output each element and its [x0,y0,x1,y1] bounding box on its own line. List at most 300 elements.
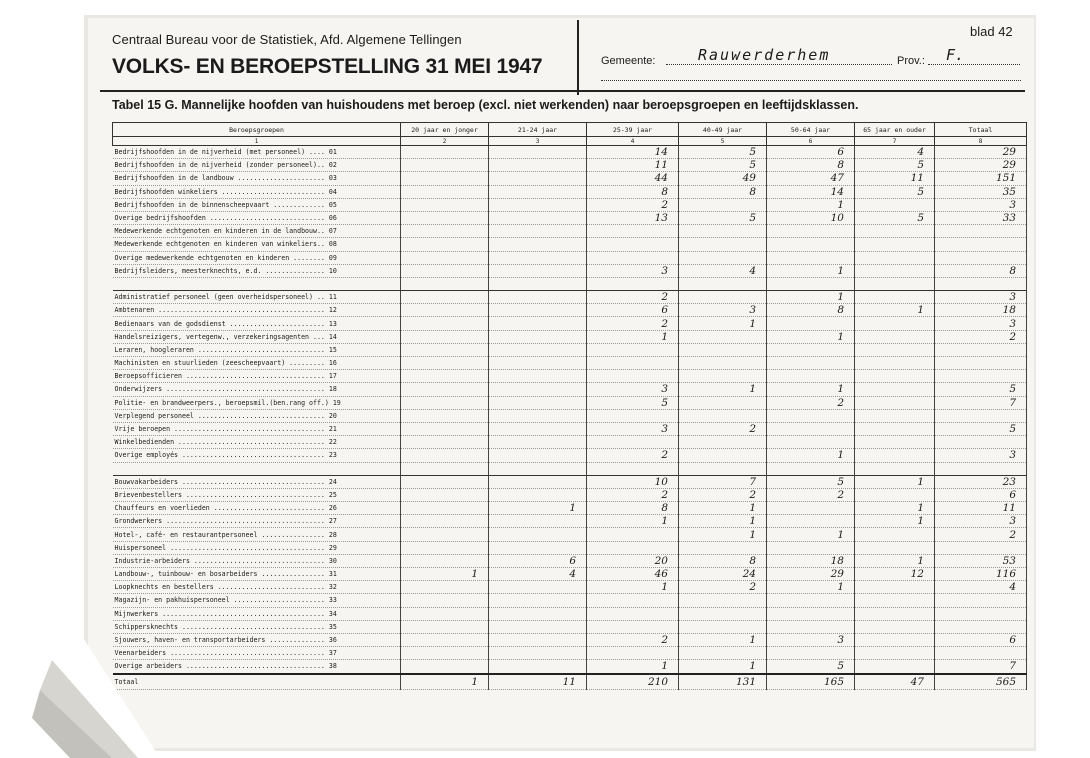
table-cell [489,304,587,317]
column-number: 7 [855,137,935,146]
table-cell [935,277,1027,290]
table-cell: 1 [679,502,767,515]
table-cell: 1 [767,581,855,594]
table-cell: 3 [935,515,1027,528]
table-cell: 13 [587,211,679,224]
table-cell: 2 [679,422,767,435]
table-cell [855,291,935,304]
row-label: Bedrijfshoofden in de binnenscheepvaart ............. 05 [113,198,401,211]
table-cell: 1 [587,330,679,343]
table-cell [489,238,587,251]
table-cell [489,581,587,594]
table-cell [855,449,935,462]
row-label: Mijnwerkers ......................................... 34 [113,607,401,620]
table-cell: 1 [679,317,767,330]
table-cell: 3 [679,304,767,317]
table-cell [489,449,587,462]
table-cell [679,396,767,409]
table-row [113,146,1027,159]
table-cell [767,251,855,264]
row-label: Overige bedrijfshoofden ............................. 06 [113,211,401,224]
column-header: Totaal [935,123,1027,137]
table-cell: 1 [679,633,767,646]
provincie-value: F. [946,46,965,64]
table-cell: 10 [767,211,855,224]
table-cell [679,370,767,383]
table-cell: 3 [935,198,1027,211]
column-number: 8 [935,137,1027,146]
table-cell [855,409,935,422]
table-cell [855,620,935,633]
table-cell [489,528,587,541]
table-cell [489,633,587,646]
table-cell [767,462,855,475]
table-body [113,146,1027,690]
table-cell [489,660,587,674]
table-cell [935,343,1027,356]
table-cell: 1 [855,554,935,567]
table-cell [401,607,489,620]
table-cell: 116 [935,568,1027,581]
table-cell: 47 [855,674,935,690]
table-cell: 20 [587,554,679,567]
table-cell [401,264,489,277]
table-cell [401,422,489,435]
table-cell [679,449,767,462]
table-cell: 4 [489,568,587,581]
table-row [113,436,1027,449]
table-cell: 18 [767,554,855,567]
table-cell [401,251,489,264]
form-header [112,32,542,79]
row-label: Bedrijfsleiders, meesterknechts, e.d. ............... 10 [113,264,401,277]
table-cell [935,594,1027,607]
table-cell: 1 [489,502,587,515]
table-cell: 4 [935,581,1027,594]
table-cell: 1 [767,291,855,304]
table-cell [489,264,587,277]
table-cell [855,383,935,396]
table-cell [587,343,679,356]
row-label: Chauffeurs en voerlieden ............................ 26 [113,502,401,515]
row-label: Huispersoneel ....................................... 29 [113,541,401,554]
table-cell [489,488,587,501]
row-label: Bedrijfshoofden winkeliers .......................... 04 [113,185,401,198]
table-cell: 6 [767,146,855,159]
table-cell [767,607,855,620]
table-cell: 11 [587,159,679,172]
table-cell: 10 [587,475,679,488]
table-cell: 8 [767,159,855,172]
table-cell [489,317,587,330]
table-cell: 565 [935,674,1027,690]
table-cell [935,409,1027,422]
table-cell: 2 [679,488,767,501]
bureau-name: Centraal Bureau voor de Statistiek, Afd. Algemene Tellingen [112,32,462,47]
table-cell [767,277,855,290]
table-cell: 131 [679,674,767,690]
row-label: Verplegend personeel ................................ 20 [113,409,401,422]
table-cell: 2 [587,198,679,211]
table-cell: 11 [935,502,1027,515]
table-cell: 33 [935,211,1027,224]
table-cell [855,317,935,330]
table-row [113,251,1027,264]
table-row [113,528,1027,541]
row-label: Magazijn- en pakhuispersoneel ....................... 33 [113,594,401,607]
table-cell: 11 [489,674,587,690]
table-cell [489,647,587,660]
table-cell [489,620,587,633]
table-cell: 4 [679,264,767,277]
table-cell [767,594,855,607]
row-label: Bedrijfshoofden in de nijverheid (met personeel) .... 01 [113,146,401,159]
table-cell [401,488,489,501]
table-cell: 24 [679,568,767,581]
table-cell [935,541,1027,554]
table-cell [401,660,489,674]
curled-corner [0,630,160,758]
table-row [113,370,1027,383]
row-label: Winkelbedienden ..................................... 22 [113,436,401,449]
row-label: Bedrijfshoofden in de landbouw ...................... 03 [113,172,401,185]
table-cell [679,291,767,304]
table-cell: 1 [767,383,855,396]
table-cell [489,343,587,356]
table-cell [401,528,489,541]
table-cell: 49 [679,172,767,185]
table-row [113,581,1027,594]
table-cell [489,436,587,449]
table-cell [489,607,587,620]
table-cell: 12 [855,568,935,581]
row-label: Overige employés .................................... 23 [113,449,401,462]
row-label: Bouwvakarbeiders .................................... 24 [113,475,401,488]
table-cell [401,515,489,528]
table-cell [679,198,767,211]
table-cell [767,343,855,356]
table-cell: 7 [935,660,1027,674]
table-cell [401,304,489,317]
table-title: Tabel 15 G. Mannelijke hoofden van huishoudens met beroep (excl. niet werkenden) naar beroepsgroepen en leeftijdsklassen. [112,98,859,112]
table-cell [679,343,767,356]
table-cell [401,620,489,633]
table-cell [587,251,679,264]
table-cell [401,541,489,554]
table-cell [401,554,489,567]
row-label: Politie- en brandweerpers., beroepsmil.(ben.rang off.) 19 [113,396,401,409]
table-row [113,211,1027,224]
table-cell: 1 [587,581,679,594]
table-cell [489,330,587,343]
provincie-label: Prov.: [897,55,925,67]
table-cell [401,291,489,304]
table-cell [679,238,767,251]
table-cell: 1 [855,502,935,515]
table-cell [679,251,767,264]
table-cell [401,409,489,422]
column-number-row [113,137,1027,146]
table-cell [401,330,489,343]
table-cell: 8 [767,304,855,317]
table-row [113,633,1027,646]
table-row [113,515,1027,528]
table-cell [935,225,1027,238]
column-number: 3 [489,137,587,146]
table-cell [401,185,489,198]
table-cell: 2 [679,581,767,594]
table-cell [489,594,587,607]
table-cell [489,159,587,172]
table-cell [855,277,935,290]
row-label: Bedrijfshoofden in de nijverheid (zonder personeel).. 02 [113,159,401,172]
table-cell: 6 [935,633,1027,646]
table-cell: 5 [855,185,935,198]
table-cell [401,146,489,159]
table-row [113,554,1027,567]
table-cell: 1 [587,660,679,674]
table-cell: 5 [935,383,1027,396]
table-cell [855,422,935,435]
table-cell [587,620,679,633]
row-label: Onderwijzers ........................................ 18 [113,383,401,396]
table-cell [489,370,587,383]
table-cell [489,515,587,528]
table-cell: 4 [855,146,935,159]
table-cell: 3 [587,264,679,277]
table-cell [679,357,767,370]
table-cell: 18 [935,304,1027,317]
column-number: 2 [401,137,489,146]
table-cell [767,515,855,528]
column-number: 1 [113,137,401,146]
table-cell: 14 [587,146,679,159]
table-cell: 8 [679,185,767,198]
table-row [113,475,1027,488]
table-cell [855,198,935,211]
table-cell: 5 [855,211,935,224]
table-cell: 151 [935,172,1027,185]
table-cell [489,277,587,290]
table-cell [401,198,489,211]
table-cell [587,277,679,290]
row-label: Landbouw-, tuinbouw- en bosarbeiders ................ 31 [113,568,401,581]
column-number: 5 [679,137,767,146]
row-label: Beroepsofficieren ................................... 17 [113,370,401,383]
table-cell [679,541,767,554]
table-cell: 1 [767,330,855,343]
table-cell [401,172,489,185]
table-cell: 29 [935,146,1027,159]
table-cell [767,370,855,383]
table-cell [401,211,489,224]
table-cell [855,660,935,674]
table-cell: 44 [587,172,679,185]
table-cell [855,488,935,501]
table-cell [767,541,855,554]
table-cell: 5 [767,475,855,488]
table-cell [489,462,587,475]
table-row [113,198,1027,211]
row-label: Administratief personeel (geen overheidspersoneel) .. 11 [113,291,401,304]
row-label: Overige medewerkende echtgenoten en kinderen ........ 09 [113,251,401,264]
table-cell [935,251,1027,264]
table-row [113,502,1027,515]
table-cell [855,594,935,607]
column-header: 20 jaar en jonger [401,123,489,137]
table-cell: 53 [935,554,1027,567]
table-cell: 2 [587,291,679,304]
table-cell [489,146,587,159]
table-cell [679,409,767,422]
table-cell: 29 [767,568,855,581]
table-cell: 5 [767,660,855,674]
table-cell [855,436,935,449]
table-cell: 6 [587,304,679,317]
table-cell [767,647,855,660]
column-header: 40-49 jaar [679,123,767,137]
table-cell: 8 [935,264,1027,277]
table-cell [401,238,489,251]
table-cell [401,633,489,646]
table-cell [401,357,489,370]
table-cell: 5 [679,159,767,172]
table-cell [489,409,587,422]
column-header: 50-64 jaar [767,123,855,137]
table-cell: 1 [679,383,767,396]
table-cell [855,581,935,594]
table-cell [679,594,767,607]
table-cell: 3 [587,422,679,435]
table-cell: 3 [935,317,1027,330]
table-cell: 35 [935,185,1027,198]
table-cell [767,317,855,330]
column-number: 4 [587,137,679,146]
table-cell: 2 [587,488,679,501]
table-cell [401,343,489,356]
row-label: Vrije beroepen ...................................... 21 [113,422,401,435]
row-label: Machinisten en stuurlieden (zeescheepvaart) ......... 16 [113,357,401,370]
table-row [113,185,1027,198]
table-cell [767,436,855,449]
statistics-table [112,122,1027,690]
table-cell [401,277,489,290]
table-cell [935,620,1027,633]
table-cell [401,581,489,594]
table-cell: 210 [587,674,679,690]
table-cell [855,370,935,383]
table-cell [401,436,489,449]
table-cell: 8 [587,502,679,515]
table-row [113,620,1027,633]
table-cell [401,502,489,515]
row-label: Ambtenaren .......................................... 12 [113,304,401,317]
table-cell [679,462,767,475]
table-cell [489,291,587,304]
column-number: 6 [767,137,855,146]
table-cell [855,607,935,620]
table-cell: 5 [587,396,679,409]
column-header: 21-24 jaar [489,123,587,137]
table-cell [767,422,855,435]
table-cell [401,647,489,660]
table-cell [587,436,679,449]
column-header: 25-39 jaar [587,123,679,137]
table-cell [587,541,679,554]
table-cell [855,225,935,238]
table-cell [489,396,587,409]
table-row [113,488,1027,501]
table-cell [401,475,489,488]
table-cell [489,225,587,238]
table-cell [767,238,855,251]
table-cell: 1 [855,515,935,528]
table-cell: 7 [679,475,767,488]
table-cell [401,159,489,172]
table-cell: 47 [767,172,855,185]
table-cell [935,647,1027,660]
table-row [113,172,1027,185]
table-row [113,225,1027,238]
row-label [113,462,401,475]
table-cell: 2 [935,528,1027,541]
table-cell [587,607,679,620]
table-cell: 8 [679,554,767,567]
column-header: 65 jaar en ouder [855,123,935,137]
header-divider [577,20,579,95]
column-header: Beroepsgroepen [113,123,401,137]
table-cell [401,370,489,383]
table-cell [679,436,767,449]
table-cell [935,357,1027,370]
table-cell: 8 [587,185,679,198]
table-row [113,647,1027,660]
table-cell: 1 [679,660,767,674]
table-cell [587,594,679,607]
table-cell [679,607,767,620]
table-cell [489,211,587,224]
row-label: Hotel-, café- en restaurantpersoneel ................ 28 [113,528,401,541]
row-label: Brievenbestellers ................................... 25 [113,488,401,501]
table-cell [489,475,587,488]
table-cell [401,462,489,475]
column-header-row [113,123,1027,137]
table-cell [401,383,489,396]
table-cell [587,528,679,541]
table-cell: 11 [855,172,935,185]
table-cell [855,343,935,356]
table-cell: 5 [679,146,767,159]
table-cell [489,422,587,435]
table-cell [587,370,679,383]
table-cell [935,607,1027,620]
table-cell [855,251,935,264]
table-row [113,396,1027,409]
table-cell [855,238,935,251]
table-cell: 1 [679,528,767,541]
table-cell [679,225,767,238]
gemeente-dotted-line [666,64,892,65]
table-cell [855,264,935,277]
table-cell [489,357,587,370]
row-label: Industrie-arbeiders ................................. 30 [113,554,401,567]
table-cell [935,462,1027,475]
row-label: Sjouwers, haven- en transportarbeiders .............. 36 [113,633,401,646]
table-cell [489,251,587,264]
table-cell: 165 [767,674,855,690]
table-cell: 3 [935,291,1027,304]
row-label: Totaal [113,674,401,690]
